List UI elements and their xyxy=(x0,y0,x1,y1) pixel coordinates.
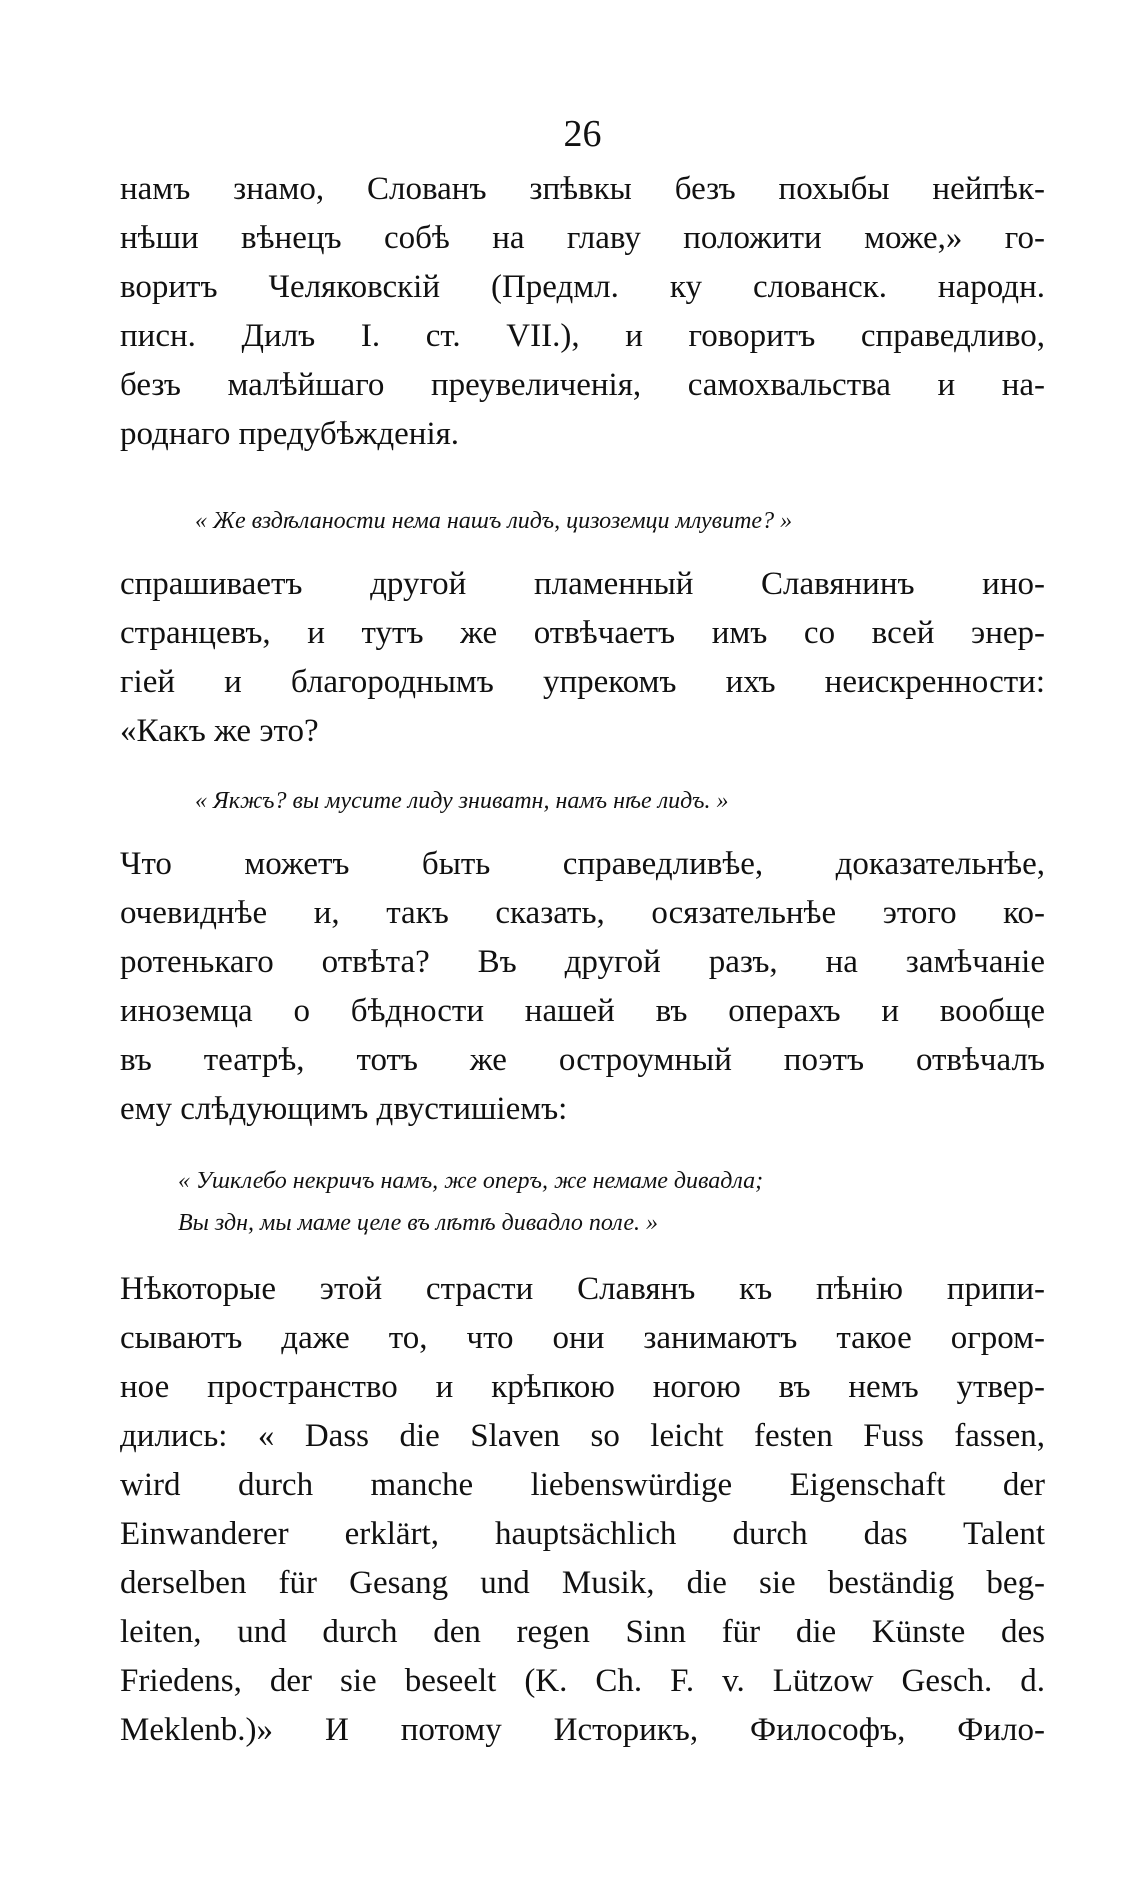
verse-line: Вы здн, мы маме целе въ лѣтѣ дивадло поле. » xyxy=(178,1210,659,1236)
paragraph-line: Einwanderer erklärt, hauptsächlich durch das Talent xyxy=(120,1516,1045,1552)
paragraph-line: странцевъ, и тутъ же отвѣчаетъ имъ со всей энер- xyxy=(120,615,1045,651)
paragraph-line: воритъ Челяковскій (Предмл. ку слованск. народн. xyxy=(120,269,1045,305)
verse-quote-3 xyxy=(178,1160,1038,1244)
page-number: 26 xyxy=(563,113,602,155)
paragraph-line: leiten, und durch den regen Sinn für die Künste des xyxy=(120,1614,1045,1650)
verse-line: « Же вздѣланости нема нашъ лидъ, цизоземци млувите? » xyxy=(195,508,793,534)
paragraph-line: derselben für Gesang und Musik, die sie beständig beg- xyxy=(120,1565,1045,1601)
paragraph-line: нѣши вѣнецъ собѣ на главу положити може,» го- xyxy=(120,220,1045,256)
paragraph-line: Friedens, der sie beseelt (K. Ch. F. v. Lützow Gesch. d. xyxy=(120,1663,1045,1699)
paragraph-line: въ театрѣ, тотъ же остроумный поэтъ отвѣчалъ xyxy=(120,1042,1045,1078)
paragraph-line: «Какъ же это? xyxy=(120,713,319,749)
paragraph-line: очевиднѣе и, такъ сказать, осязательнѣе этого ко- xyxy=(120,895,1045,931)
paragraph-line: ему слѣдующимъ двустишіемъ: xyxy=(120,1091,568,1127)
paragraph-line: гіей и благороднымъ упрекомъ ихъ неискренности: xyxy=(120,664,1045,700)
paragraph-1 xyxy=(120,165,1045,459)
paragraph-line: ное пространство и крѣпкою ногою въ немъ утвер- xyxy=(120,1369,1045,1405)
paragraph-line: Что можетъ быть справедливѣе, доказательнѣе, xyxy=(120,846,1045,882)
paragraph-line: иноземца о бѣдности нашей въ операхъ и вообще xyxy=(120,993,1045,1029)
verse-quote-2 xyxy=(195,780,1055,822)
paragraph-line: спрашиваетъ другой пламенный Славянинъ ино- xyxy=(120,566,1045,602)
paragraph-line: роднаго предубѣжденія. xyxy=(120,416,460,452)
verse-quote-1 xyxy=(195,500,1055,542)
paragraph-line: писн. Дилъ I. ст. VII.), и говоритъ справедливо, xyxy=(120,318,1045,354)
document-page xyxy=(120,0,1045,1886)
paragraph-4 xyxy=(120,1265,1045,1755)
paragraph-line: wird durch manche liebenswürdige Eigenschaft der xyxy=(120,1467,1045,1503)
paragraph-line: намъ знамо, Слованъ зпѣвкы безъ похыбы нейпѣк- xyxy=(120,171,1045,207)
verse-line: « Якжъ? вы мусите лиду зниватн, намъ нѣе лидъ. » xyxy=(195,788,729,814)
paragraph-line: ротенькаго отвѣта? Въ другой разъ, на замѣчаніе xyxy=(120,944,1045,980)
paragraph-line: Meklenb.)» И потому Историкъ, Философъ, Фило- xyxy=(120,1712,1045,1748)
paragraph-line: безъ малѣйшаго преувеличенія, самохвальства и на- xyxy=(120,367,1045,403)
paragraph-line: дились: « Dass die Slaven so leicht festen Fuss fassen, xyxy=(120,1418,1045,1454)
paragraph-line: Нѣкоторые этой страсти Славянъ къ пѣнію припи- xyxy=(120,1271,1045,1307)
verse-line: « Ушклебо некричъ намъ, же оперъ, же немаме дивадла; xyxy=(178,1168,764,1194)
paragraph-line: сываютъ даже то, что они занимаютъ такое огром- xyxy=(120,1320,1045,1356)
paragraph-2 xyxy=(120,560,1045,756)
paragraph-3 xyxy=(120,840,1045,1134)
